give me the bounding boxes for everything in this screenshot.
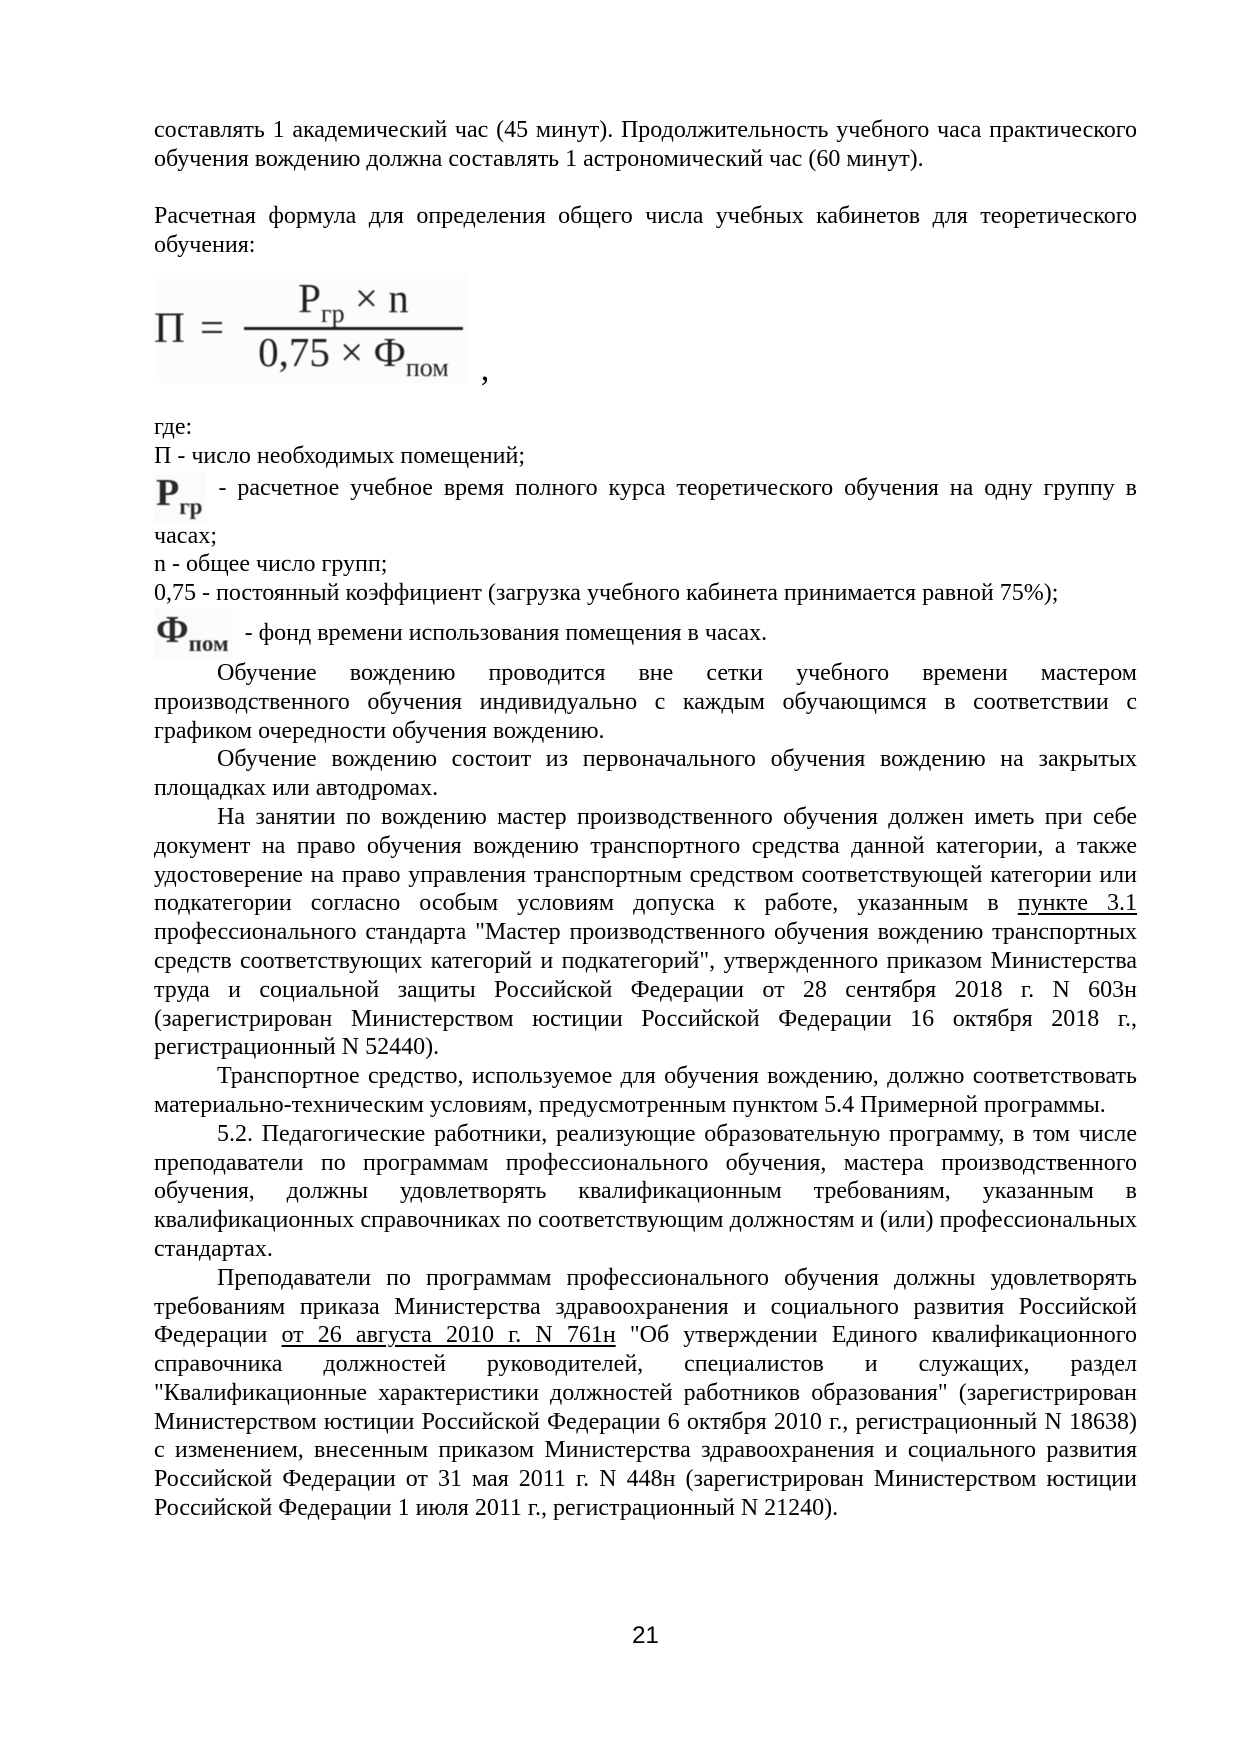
formula-fraction [244,276,463,381]
formula-block [154,274,1137,388]
definition-fpom-text: - фонд времени использования помещения в часах. [244,619,768,646]
formula-denominator: $0,75 \times Ф_{пом}$ [244,327,463,381]
teachers-text-before: Преподаватели по программам профессионального обучения должны удовлетворять требованиям приказа Министерства здравоохранения и социального развития Российской Федерации [154,1264,1137,1349]
fpom-formula-image: $Ф_{пом}$ [154,608,233,659]
definition-n: n - общее число групп; [154,551,388,578]
page-number: 21 [632,1622,659,1649]
teachers-text-after: "Об утверждении Единого квалификационного справочника должностей руководителей, специалистов и служащих, раздел "Квалификационные характеристики должностей работников образования" (зарегистрирован Министерством юстиции Российской Федерации 6 октября 2010 г., регистрационный N 18638) с изменением, внесенным приказом Министерства здравоохранения и социального развития Российской Федерации от 31 мая 2011 г. N 448н (зарегистрирован Министерством юстиции Российской Федерации 1 июля 2011 г., регистрационный N 21240). [154,1322,1137,1522]
pgr-formula-image: $P_{гр}$ [154,471,206,522]
paragraph-teacher-requirements [154,1264,1137,1523]
link-order-761n[interactable]: от 26 августа 2010 г. N 761н [281,1322,616,1349]
paragraph-5-2-pedagogical-staff: 5.2. Педагогические работники, реализующие образовательную программу, в том числе преподаватели по программам профессионального обучения, мастера производственного обучения, должны удовлетворять квалификационным требованиям, указанным в квалификационных справочниках по соответствующим должностям и (или) профессиональных стандартах. [154,1120,1137,1262]
instructor-text-after: профессионального стандарта "Мастер производственного обучения вождению транспортных средств соответствующих категорий и подкатегорий", утвержденного приказом Министерства труда и социальной защиты Российской Федерации от 28 сентября 2018 г. N 603н (зарегистрирован Министерством юстиции Российской Федерации 16 октября 2018 г., регистрационный N 52440). [154,919,1137,1061]
paragraph-vehicle: Транспортное средство, используемое для обучения вождению, должно соответствовать материально-техническим условиям, предусмотренным пунктом 5.4 Примерной программы. [154,1063,1137,1118]
definition-pgr [154,471,1137,551]
definition-075: 0,75 - постоянный коэффициент (загрузка учебного кабинета принимается равной 75%); [154,580,1059,607]
definition-p: П - число необходимых помещений; [154,442,525,469]
formula-lhs: П = [154,304,227,352]
definition-pgr-text: - расчетное учебное время полного курса теоретического обучения на одну группу в часах; [154,474,1137,549]
instructor-text-before: На занятии по вождению мастер производственного обучения должен иметь при себе документ на право обучения вождению транспортного средства данной категории, а также удостоверение на право управления транспортным средством соответствующей категории или подкатегории согласно особым условиям допуска к работе, указанным в [154,803,1137,917]
paragraph-driving-structure: Обучение вождению состоит из первоначального обучения вождению на закрытых площадках или автодромах. [154,746,1137,802]
paragraph-driving-schedule: Обучение вождению проводится вне сетки учебного времени мастером производственного обучения индивидуально с каждым обучающимся в соответствии с графиком очередности обучения вождению. [154,659,1137,744]
definition-fpom [154,608,1137,659]
formula-numerator: $P_{гр} \times n$ [298,274,409,328]
where-label: где: [154,413,193,440]
link-punkt-3-1[interactable]: пункте 3.1 [1017,890,1138,917]
formula-image [154,274,469,383]
formula-comma: , [480,350,490,388]
text-block [154,116,1137,1523]
paragraph-instructor-requirements [154,803,1137,1062]
paragraph-formula-intro: Расчетная формула для определения общего числа учебных кабинетов для теоретического обучения: [154,203,1137,259]
paragraph-academic-hour: составлять 1 академический час (45 минут). Продолжительность учебного часа практического обучения вождению должна составлять 1 астрономический час (60 минут). [154,117,1137,172]
